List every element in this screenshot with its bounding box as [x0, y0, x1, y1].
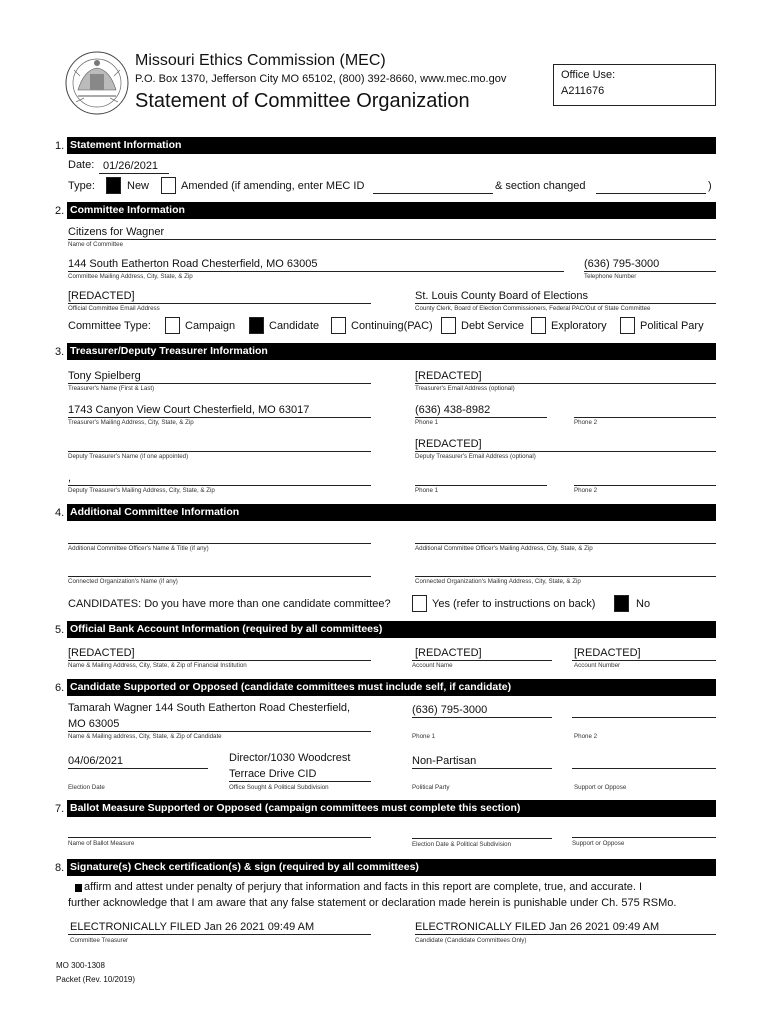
committee-type-label: Committee Type: — [68, 320, 151, 332]
attestation-line2: further acknowledge that I am aware that any false statement or declaration made herein is punishable under Ch. 575 RSMo. — [68, 897, 677, 909]
field-caption: Connected Organization's Mailing Address, City, State, & Zip — [415, 578, 581, 585]
section-number: 8. — [55, 862, 65, 874]
candidate-phone2-field[interactable] — [572, 717, 716, 718]
packet-revision: Packet (Rev. 10/2019) — [56, 975, 136, 984]
section-heading: Additional Committee Information — [67, 504, 716, 521]
candidate-line2[interactable]: MO 63005 — [68, 718, 120, 730]
field-caption: County Clerk, Board of Election Commissioners, Federal PAC/Out of State Committee — [415, 305, 651, 312]
mec-id-field[interactable] — [373, 193, 493, 194]
ballot-date-field[interactable] — [412, 838, 552, 839]
ballot-measure-field[interactable] — [68, 837, 371, 838]
field-caption: Phone 1 — [415, 487, 439, 494]
field-caption: Additional Committee Officer's Mailing Address, City, State, & Zip — [415, 545, 593, 552]
office-line2[interactable]: Terrace Drive CID — [229, 768, 317, 780]
missouri-state-seal — [64, 50, 130, 116]
clerk-field[interactable]: St. Louis County Board of Elections — [415, 290, 589, 302]
campaign-label: Campaign — [185, 320, 236, 332]
field-caption: Support or Oppose — [574, 784, 627, 791]
date-field[interactable]: 01/26/2021 — [103, 160, 159, 172]
bank-name-field[interactable]: [REDACTED] — [68, 647, 135, 659]
field-caption: Candidate (Candidate Committees Only) — [415, 937, 527, 944]
candidate-phone1-field[interactable]: (636) 795-3000 — [412, 704, 488, 716]
field-caption: Phone 2 — [574, 419, 598, 426]
treasurer-signature[interactable]: ELECTRONICALLY FILED Jan 26 2021 09:49 AM — [70, 921, 315, 933]
section-number: 3. — [55, 346, 65, 358]
office-use-box — [553, 64, 716, 106]
field-caption: Name of Committee — [68, 241, 124, 248]
field-caption: Phone 2 — [574, 733, 598, 740]
org-name-field[interactable] — [68, 576, 371, 577]
field-caption: Election Date & Political Subdivision — [412, 841, 512, 848]
deputy-phone2-field[interactable] — [574, 485, 716, 486]
amended-checkbox[interactable] — [161, 177, 176, 194]
date-label: Date: — [68, 159, 95, 171]
field-caption: Account Name — [412, 662, 453, 669]
section-heading: Statement Information — [67, 137, 716, 154]
deputy-name-field[interactable] — [68, 451, 371, 452]
treasurer-phone1-field[interactable]: (636) 438-8982 — [415, 404, 491, 416]
field-caption: Phone 2 — [574, 487, 598, 494]
field-caption: Support or Oppose — [572, 840, 625, 847]
no-checkbox[interactable] — [614, 595, 629, 612]
section-number: 6. — [55, 682, 65, 694]
section-number: 7. — [55, 803, 65, 815]
new-label: New — [127, 180, 150, 192]
deputy-address-field[interactable]: , — [68, 472, 72, 484]
election-date-field[interactable]: 04/06/2021 — [68, 755, 124, 767]
field-caption: Election Date — [68, 784, 105, 791]
close-paren: ) — [708, 180, 712, 192]
org-address-field[interactable] — [415, 576, 716, 577]
field-caption: Treasurer's Name (First & Last) — [68, 385, 155, 392]
continuing-pac-checkbox[interactable] — [331, 317, 346, 334]
type-label: Type: — [68, 180, 95, 192]
field-caption: Treasurer's Mailing Address, City, State, & Zip — [68, 419, 194, 426]
no-label: No — [636, 598, 651, 610]
field-caption: Phone 1 — [412, 733, 436, 740]
field-caption: Deputy Treasurer's Name (if one appointed) — [68, 453, 189, 460]
field-caption: Telephone Number — [584, 273, 637, 280]
section-heading: Ballot Measure Supported or Opposed (campaign committees must complete this section) — [67, 800, 716, 817]
committee-phone-field[interactable]: (636) 795-3000 — [584, 258, 660, 270]
campaign-checkbox[interactable] — [165, 317, 180, 334]
section-heading: Official Bank Account Information (required by all committees) — [67, 621, 716, 638]
committee-email-field[interactable]: [REDACTED] — [68, 290, 135, 302]
field-caption: Office Sought & Political Subdivision — [229, 784, 329, 791]
candidate-line1[interactable]: Tamarah Wagner 144 South Eatherton Road Chesterfield, — [68, 702, 351, 714]
section-heading: Treasurer/Deputy Treasurer Information — [67, 343, 716, 360]
agency-name: Missouri Ethics Commission (MEC) — [135, 52, 386, 69]
section-number: 1. — [55, 140, 65, 152]
candidate-signature[interactable]: ELECTRONICALLY FILED Jan 26 2021 09:49 AM — [415, 921, 660, 933]
field-caption: Committee Mailing Address, City, State, & Zip — [68, 273, 193, 280]
political-party-label: Political Pary — [640, 320, 704, 332]
field-caption: Deputy Treasurer's Mailing Address, City, State, & Zip — [68, 487, 215, 494]
treasurer-address-field[interactable]: 1743 Canyon View Court Chesterfield, MO 63017 — [68, 404, 310, 416]
section-number: 5. — [55, 624, 65, 636]
multiple-committee-question: CANDIDATES: Do you have more than one candidate committee? — [68, 598, 391, 610]
office-use-label: Office Use: — [561, 69, 616, 81]
account-name-field[interactable]: [REDACTED] — [415, 647, 482, 659]
debt-service-checkbox[interactable] — [441, 317, 456, 334]
section-number: 2. — [55, 205, 65, 217]
deputy-email-field[interactable]: [REDACTED] — [415, 438, 482, 450]
attestation-line1: affirm and attest under penalty of perjury that information and facts in this report are complete, true, and accurate. I — [84, 881, 643, 893]
treasurer-phone2-field[interactable] — [574, 417, 716, 418]
treasurer-email-field[interactable]: [REDACTED] — [415, 370, 482, 382]
officer-address-field[interactable] — [415, 543, 716, 544]
amended-label: Amended (if amending, enter MEC ID — [181, 180, 365, 192]
exploratory-label: Exploratory — [551, 320, 607, 332]
agency-address: P.O. Box 1370, Jefferson City MO 65102, (800) 392-8660, www.mec.mo.gov — [135, 73, 507, 85]
section-heading: Committee Information — [67, 202, 716, 219]
field-caption: Phone 1 — [415, 419, 439, 426]
field-caption: Name & Mailing Address, City, State, & Zip of Financial Institution — [68, 662, 247, 669]
yes-checkbox[interactable] — [412, 595, 427, 612]
field-caption: Deputy Treasurer's Email Address (optional) — [415, 453, 536, 460]
new-checkbox[interactable] — [106, 177, 121, 194]
field-caption: Name & Mailing address, City, State, & Zip of Candidate — [68, 733, 222, 740]
section-heading: Candidate Supported or Opposed (candidate committees must include self, if candidate) — [67, 679, 716, 696]
deputy-phone1-field[interactable] — [415, 485, 547, 486]
section-changed-label: & section changed — [495, 180, 586, 192]
account-number-field[interactable]: [REDACTED] — [574, 647, 641, 659]
yes-label: Yes (refer to instructions on back) — [432, 598, 596, 610]
candidate-checkbox[interactable] — [249, 317, 264, 334]
field-caption: Connected Organization's Name (if any) — [68, 578, 178, 585]
section-changed-field[interactable] — [596, 193, 706, 194]
office-use-value: A211676 — [561, 85, 605, 97]
officer-name-field[interactable] — [68, 543, 371, 544]
committee-name-field[interactable]: Citizens for Wagner — [68, 226, 165, 238]
section-heading: Signature(s) Check certification(s) & sign (required by all committees) — [67, 859, 716, 876]
field-caption: Additional Committee Officer's Name & Title (if any) — [68, 545, 209, 552]
party-field[interactable]: Non-Partisan — [412, 755, 477, 767]
candidate-label: Candidate — [269, 320, 320, 332]
form-number: MO 300-1308 — [56, 961, 105, 970]
field-caption: Political Party — [412, 784, 450, 791]
debt-service-label: Debt Service — [461, 320, 524, 332]
field-caption: Official Committee Email Address — [68, 305, 160, 312]
field-caption: Name of Ballot Measure — [68, 840, 135, 847]
field-caption: Treasurer's Email Address (optional) — [415, 385, 515, 392]
continuing-pac-label: Continuing(PAC) — [351, 320, 433, 332]
political-party-checkbox[interactable] — [620, 317, 635, 334]
candidate-support-field[interactable] — [572, 768, 716, 769]
field-caption: Committee Treasurer — [70, 937, 129, 944]
certify-checkbox[interactable] — [75, 884, 82, 892]
exploratory-checkbox[interactable] — [531, 317, 546, 334]
committee-address-field[interactable]: 144 South Eatherton Road Chesterfield, MO 63005 — [68, 258, 318, 270]
office-line1[interactable]: Director/1030 Woodcrest — [229, 752, 351, 764]
field-caption: Account Number — [574, 662, 621, 669]
form-title: Statement of Committee Organization — [135, 90, 470, 112]
treasurer-name-field[interactable]: Tony Spielberg — [68, 370, 141, 382]
ballot-support-field[interactable] — [572, 837, 716, 838]
section-number: 4. — [55, 507, 65, 519]
